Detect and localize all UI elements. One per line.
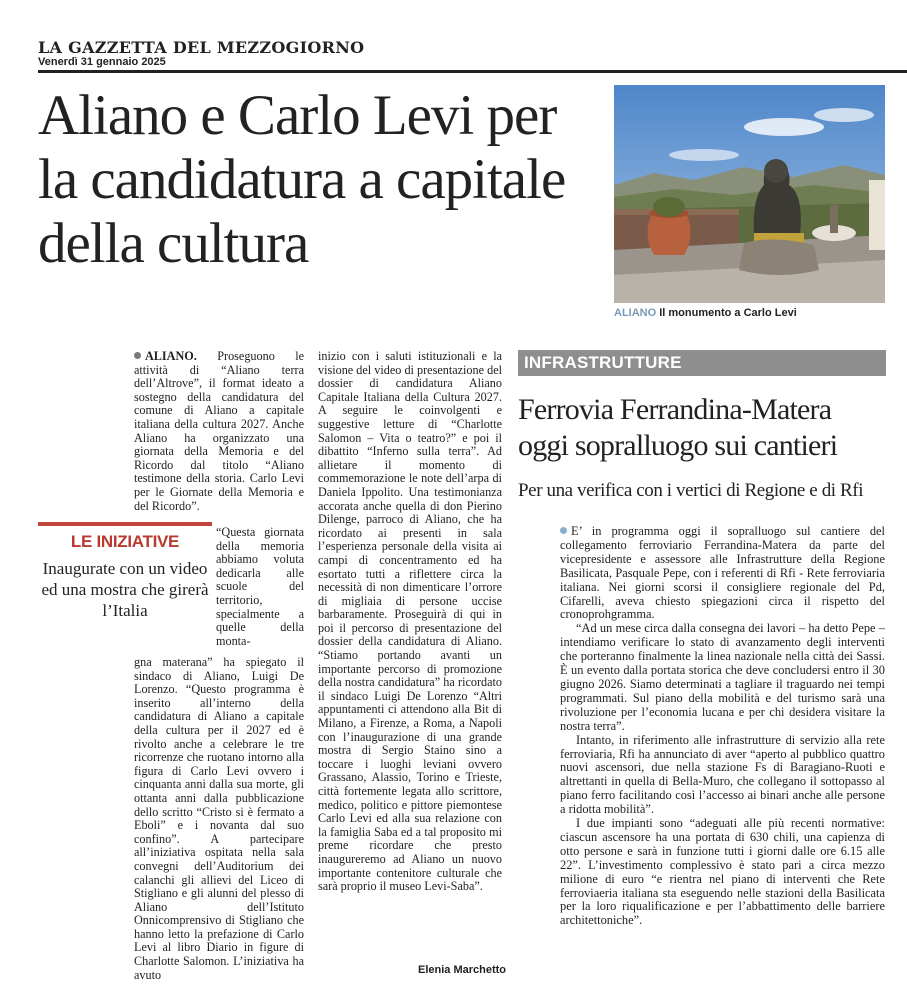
- bullet-icon: [134, 352, 141, 359]
- article1-paragraph1: Proseguono le attività di “Aliano terra dell’Altrove”, il format ideato a sostegno della candidatura del comune di Aliano a capitale italiana della cultura 2027. Anche Aliano ha organizzato una giornata della Memoria e del Ricordo dal titolo “Aliano testimone della storia. Carlo Levi per le Giornate della Memoria e del Ricordo”.: [134, 349, 304, 513]
- bullet-icon: [560, 527, 567, 534]
- author-byline: Elenia Marchetto: [418, 964, 507, 976]
- article1-column2-text: inizio con i saluti istituzionali e la visione del video di presentazione del dossier di candidatura Aliano Capitale Italiana della Cultura 2027. A seguire le coinvolgenti e suggestive letture di “Charlotte Salomon – Vita o teatro?” e poi il dibattito “Inferno sulla terra”. Ad allietare il momento di commemorazione le note dell’arpa di Daniela Ippolito. Una testimonianza accorata anche quella di don Pierino Dilenge, parroco di Aliano, che ha ricordato ai presenti in sala l’esperienza personale della visita ai campi di concentramento ed ha esortato tutti a riflettere circa la necessità di non dimenticare l’orrore di migliaia di persone uccise barbaramente. Proseguirà di qui in poi il percorso di presentazione del dossier della candidatura di Aliano. “Stiamo portando avanti un importante percorso di promozione della nostra candidatura” ha ricordato il sindaco Luigi De Lorenzo “Altri appuntamenti ci attendono alla Bit di Milano, a Firenze, a Roma, a Napoli con l’inaugurazione di una grande mostra di Sergio Staino sino a toccare i luoghi leviani ovvero Grassano, Alassio, Torino e Trieste, città fortemente legata allo scrittore, medico, politico e pittore piemontese Carlo Levi ed alla sua relazione con la famiglia Saba ed a tal proposito mi preme ricordare che presto inaugureremo ad Aliano un nuovo importante contenitore culturale che sarà proprio il museo Levi-Saba”.: [318, 349, 502, 894]
- photo-caption: [614, 307, 797, 319]
- monument-photo-illustration: [614, 85, 885, 303]
- sidebar-box-rule: [38, 522, 212, 526]
- article2-paragraph1: E’ in programma oggi il sopralluogo sul cantiere del collegamento ferroviario Ferrandina-Matera da parte del vicepresidente e assessore alle Infrastrutture della Regione Basilicata, Pasquale Pepe, con i referenti di Rfi - Rete ferroviaria italiana. Nei giorni scorsi il consigliere regionale del Pd, Cifarelli, aveva chiesto spiegazioni circa il rispetto del cronoprohgramma.: [560, 524, 885, 622]
- newspaper-masthead: LA GAZZETTA DEL MEZZOGIORNO: [38, 38, 365, 57]
- article2-paragraph2: “Ad un mese circa dalla consegna dei lavori – ha detto Pepe – intendiamo verificare lo stato di avanzamento degli interventi che porteranno finalmente la linea nazionale nella città dei Sassi. È un evento dalla portata storica che deve concludersi entro il 30 giugno 2026. Siamo determinati a tagliare il traguardo nei tempi programmati. Sul piano della mobilità e del turismo sarà una rivoluzione per l’economia lucana e per chi desidera visitare la nostra terra”.: [560, 621, 885, 733]
- article1-col1-top: [134, 350, 304, 513]
- issue-date: Venerdì 31 gennaio 2025: [38, 56, 166, 68]
- article2-subheadline: Per una verifica con i vertici di Regione e di Rfi: [518, 480, 864, 501]
- article2-paragraph3: Intanto, in riferimento alle infrastrutture di servizio alla rete ferroviaria, Rfi ha annunciato di aver “aperto al pubblico quattro nuovi ascensori, due nella stazione Fs di Baragiano-Ruoti e altrettanti in quella di Bella-Muro, che collegano il sottopasso al piano ferro facilitando così l’accesso ai binari anche alle persone a ridotta mobilità”.: [560, 732, 885, 817]
- caption-place: ALIANO: [614, 307, 657, 319]
- article1-paragraph2-start: “Questa giornata della memoria abbiamo voluta dedicarla alle scuole del territorio, specialmente a quelle della monta-: [216, 525, 304, 648]
- header-divider: [38, 70, 907, 73]
- article1-paragraph2-rest: gna materana” ha spiegato il sindaco di Aliano, Luigi De Lorenzo. “Questo programma è inserito all’interno della candidatura di Aliano a capitale della cultura per il 2027 ed è rivolto anche a celebrare le tre ricorrenze che ruotano intorno alla figura di Carlo Levi ovvero i cinquanta anni dalla sua morte, gli ottanta anni dalla pubblicazione dello scritto “Cristo si è fermato a Eboli” e i novanta dal suo confino”. A partecipare all’iniziativa ospitata nella sala convegni dell’Auditorium dei calanchi gli allievi del Liceo di Stigliano e gli alunni del plesso di Aliano dell’Istituto Onnicomprensivo di Stigliano che hanno letto la prefazione di Carlo Levi al libro Diario in figure di Charlotte Salomon. L’iniziativa ha avuto: [134, 655, 304, 982]
- article2-headline: Ferrovia Ferrandina-Matera oggi sopralluogo sui cantieri: [518, 393, 838, 462]
- article1-col1-bottom: [134, 656, 304, 982]
- article2-body: [560, 525, 885, 928]
- article1-col1-indent: [216, 526, 304, 648]
- main-headline: Aliano e Carlo Levi per la candidatura a capitale della cultura: [38, 84, 566, 275]
- section-tag: INFRASTRUTTURE: [524, 353, 682, 372]
- article2-paragraph4: I due impianti sono “adeguati alle più recenti normative: ciascun ascensore ha una portata di 630 chili, una capienza di otto persone e sarà in funzione tutti i giorni dalle ore 6.15 alle 22”. L’investimento complessivo è stato pari a circa mezzo milione di euro “e rientra nel piano di interventi che Rete ferroviaeria italiana sta eseguendo nelle stazioni della Basilicata per la loro riqualificazione e per l’abbattimento delle barriere architettoniche”.: [560, 816, 885, 928]
- caption-text: Il monumento a Carlo Levi: [659, 307, 797, 319]
- article1-place: ALIANO.: [145, 349, 197, 363]
- monument-photo: [614, 85, 885, 303]
- sidebar-box-text: Inaugurate con un video ed una mostra che girerà l’Italia: [41, 559, 209, 620]
- sidebar-box-title: LE INIZIATIVE: [70, 532, 180, 551]
- article1-col2: [318, 350, 502, 894]
